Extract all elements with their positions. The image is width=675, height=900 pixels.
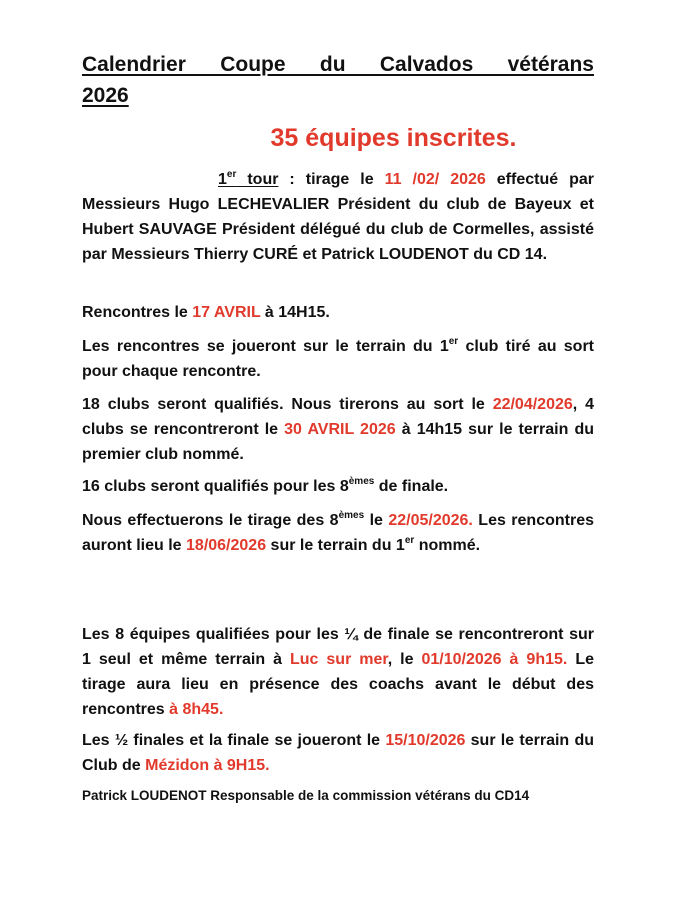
second-draw-date: 22/04/2026 (492, 396, 573, 413)
round-label: 1er tour (218, 169, 279, 188)
home-ground-paragraph: Les rencontres se joueront sur le terrain du 1er club tiré au sort pour chaque rencontre. (82, 336, 594, 380)
qualified-clubs-paragraph: 18 clubs seront qualifiés. Nous tirerons au sort le 22/04/2026, 4 clubs se rencontreront le 30 AVRIL 2026 à 14h15 sur le terrain du premier club nommé. (82, 396, 595, 463)
signature: Patrick LOUDENOT Responsable de la commission vétérans du CD14 (82, 788, 530, 803)
draw-date: 11 /02/ 2026 (384, 171, 486, 188)
match-date: 17 AVRIL (192, 304, 261, 321)
final-time: à 9H15. (213, 757, 270, 774)
final-date: 15/10/2026 (385, 732, 466, 749)
quarter-final-venue: Luc sur mer (289, 651, 388, 668)
document-title-year (82, 81, 129, 110)
matches-date-paragraph: Rencontres le 17 AVRIL à 14H15. (82, 304, 330, 321)
final-venue: Mézidon (145, 757, 210, 774)
quarter-final-draw-time: à 8h45. (169, 701, 224, 718)
quarter-final-date: 01/10/2026 à 9h15. (421, 651, 568, 668)
round-of-16-draw-date: 22/05/2026. (388, 512, 473, 529)
teams-registered-heading: 35 équipes inscrites. (270, 124, 517, 152)
round-of-16-draw-paragraph: Nous effectuerons le tirage des 8èmes le 22/05/2026. Les rencontres auront lieu le 18/06/2026 sur le terrain du 1er nommé. (82, 510, 594, 554)
round-of-16-paragraph: 16 clubs seront qualifiés pour les 8èmes de finale. (82, 476, 449, 495)
title-line-2: 2026 (82, 84, 129, 107)
first-round-paragraph: 1er tour : tirage le 11 /02/ 2026 effectué par Messieurs Hugo LECHEVALIER Président du club de Bayeux et Hubert SAUVAGE Président délégué du club de Cormelles, assisté par Messieurs Thierry CURÉ et Patrick LOUDENOT du CD 14. (82, 169, 595, 263)
title-line-1: Calendrier Coupe du Calvados vétérans (82, 53, 594, 76)
document-title (82, 50, 594, 79)
quarter-final-paragraph: Les 8 équipes qualifiées pour les ¼ de finale se rencontreront sur 1 seul et même terrain à Luc sur mer, le 01/10/2026 à 9h15. Le tirage aura lieu en présence des coachs avant le début des rencontres à 8h45. (82, 626, 595, 718)
second-match-date: 30 AVRIL 2026 (284, 421, 396, 438)
final-paragraph: Les ½ finales et la finale se joueront le 15/10/2026 sur le terrain du Club de Mézidon à 9H15. (82, 732, 594, 774)
round-of-16-match-date: 18/06/2026 (186, 537, 267, 554)
